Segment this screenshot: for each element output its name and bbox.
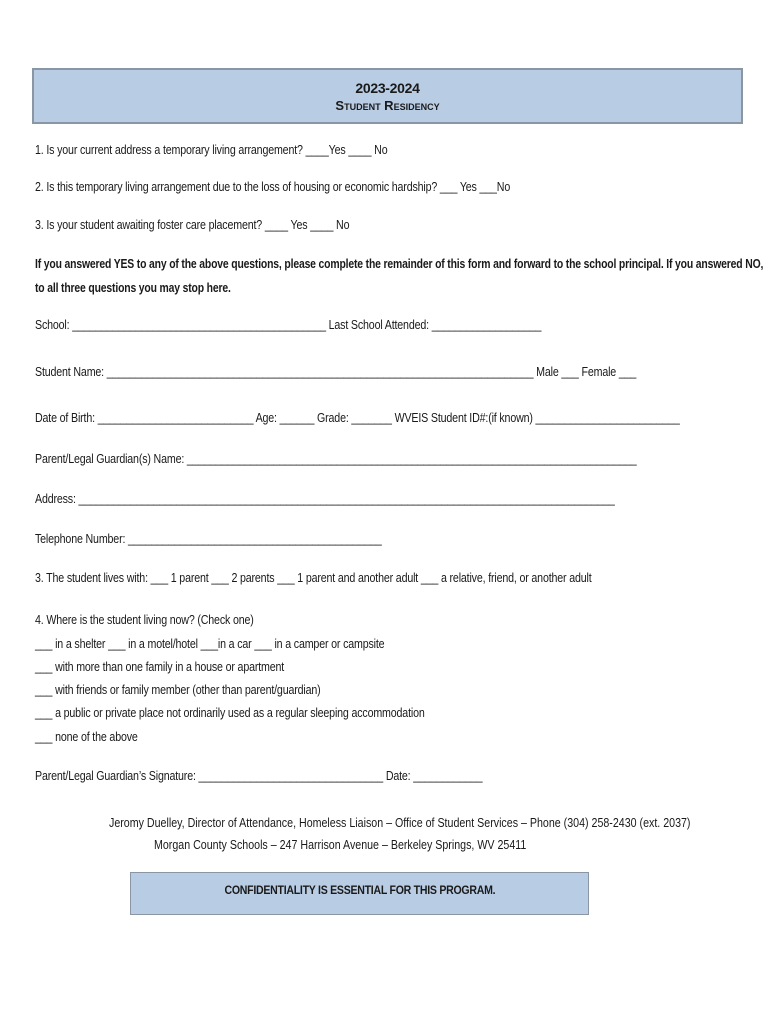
contact-line-2: Morgan County Schools – 247 Harrison Avenue – Berkeley Springs, WV 25411 [154,837,527,852]
student-name-field[interactable]: Student Name: __________________________________________________________________________ Male ___ Female ___ [35,364,637,379]
question-3[interactable]: 3. Is your student awaiting foster care placement? ____ Yes ____ No [35,217,350,232]
school-year: 2023-2024 [355,80,420,96]
confidentiality-text: CONFIDENTIALITY IS ESSENTIAL FOR THIS PROGRAM. [224,883,495,897]
lives-with-question[interactable]: 3. The student lives with: ___ 1 parent ___ 2 parents ___ 1 parent and another adult ___ a relative, friend, or another adult [35,570,592,585]
form-header [32,68,743,124]
school-field[interactable]: School: ____________________________________________ Last School Attended: ___________________ [35,317,542,332]
living-now-option[interactable]: ___ a public or private place not ordinarily used as a regular sleeping accommodation [35,705,425,720]
living-now-option[interactable]: ___ none of the above [35,729,138,744]
signature-field[interactable]: Parent/Legal Guardian’s Signature: ________________________________ Date: ____________ [35,768,483,783]
contact-line-1: Jeromy Duelley, Director of Attendance, Homeless Liaison – Office of Student Services – Phone (304) 258-2430 (ext. 2037) [109,815,691,830]
confidentiality-notice [130,872,589,915]
living-now-option[interactable]: ___ with friends or family member (other than parent/guardian) [35,682,321,697]
instructions-line-1: If you answered YES to any of the above questions, please complete the remainder of this form and forward to the school principal. If you answered NO, [35,256,764,271]
living-now-option[interactable]: ___ in a shelter ___ in a motel/hotel ___in a car ___ in a camper or campsite [35,636,385,651]
living-now-option[interactable]: ___ with more than one family in a house or apartment [35,659,285,674]
address-field[interactable]: Address: _____________________________________________________________________________________________ [35,491,615,506]
form-title: Student Residency [335,98,440,113]
date-of-birth-field[interactable]: Date of Birth: ___________________________ Age: ______ Grade: _______ WVEIS Student ID#:(if known) _________________________ [35,410,680,425]
living-now-title: 4. Where is the student living now? (Check one) [35,612,254,627]
instructions-line-2: to all three questions you may stop here. [35,280,231,295]
question-1[interactable]: 1. Is your current address a temporary living arrangement? ____Yes ____ No [35,142,388,157]
telephone-field[interactable]: Telephone Number: ____________________________________________ [35,531,382,546]
guardian-name-field[interactable]: Parent/Legal Guardian(s) Name: ______________________________________________________________________________ [35,451,637,466]
question-2[interactable]: 2. Is this temporary living arrangement due to the loss of housing or economic hardship? ___ Yes ___No [35,179,511,194]
